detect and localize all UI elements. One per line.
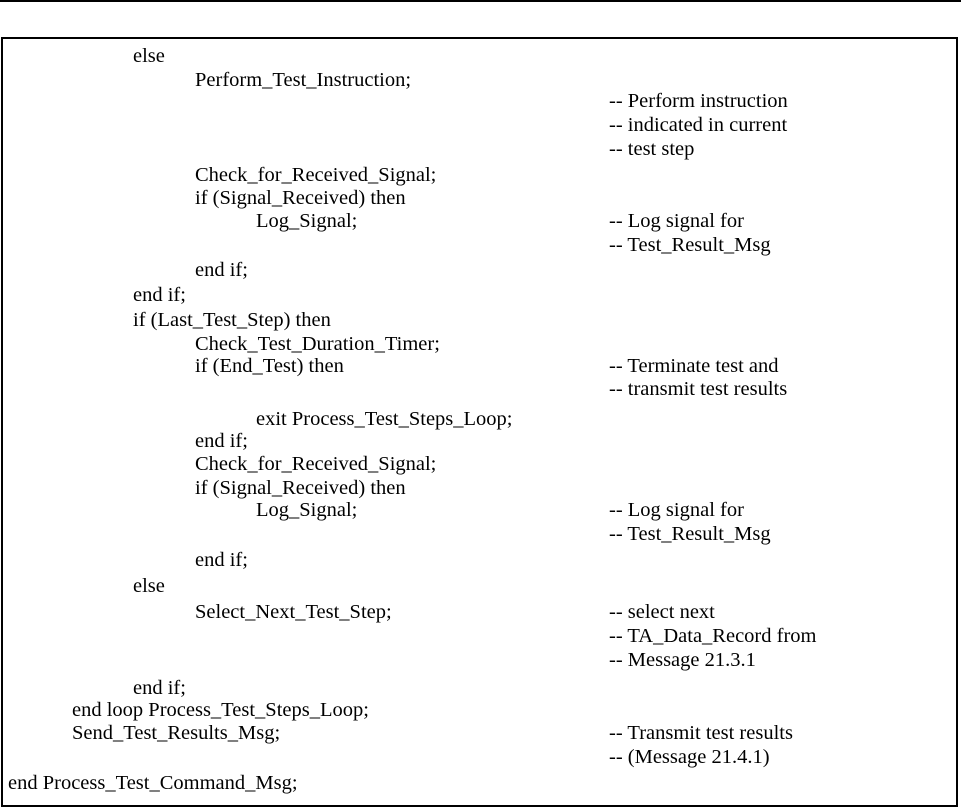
code-line: Log_Signal; bbox=[256, 210, 358, 232]
code-line: Check_for_Received_Signal; bbox=[195, 164, 437, 186]
code-comment: -- select next bbox=[609, 601, 715, 623]
code-line: exit Process_Test_Steps_Loop; bbox=[256, 408, 513, 430]
code-line: Send_Test_Results_Msg; bbox=[72, 722, 281, 744]
code-line: Perform_Test_Instruction; bbox=[195, 69, 412, 91]
code-comment: -- test step bbox=[609, 138, 695, 160]
code-line: end if; bbox=[195, 259, 248, 281]
code-comment: -- Terminate test and bbox=[609, 355, 779, 377]
code-line: Check_for_Received_Signal; bbox=[195, 453, 437, 475]
code-comment: -- Test_Result_Msg bbox=[609, 234, 771, 256]
code-comment: -- TA_Data_Record from bbox=[609, 625, 817, 647]
code-line: Select_Next_Test_Step; bbox=[195, 601, 392, 623]
code-line: end if; bbox=[195, 549, 248, 571]
code-comment: -- Perform instruction bbox=[609, 90, 788, 112]
code-line: end if; bbox=[195, 430, 248, 452]
code-line: if (Signal_Received) then bbox=[195, 477, 406, 499]
code-comment: -- indicated in current bbox=[609, 114, 788, 136]
code-line: Check_Test_Duration_Timer; bbox=[195, 333, 440, 355]
code-comment: -- Test_Result_Msg bbox=[609, 523, 771, 545]
code-line: if (Signal_Received) then bbox=[195, 187, 406, 209]
code-line: Log_Signal; bbox=[256, 499, 358, 521]
code-line: end loop Process_Test_Steps_Loop; bbox=[72, 699, 369, 721]
code-line: if (Last_Test_Step) then bbox=[133, 309, 331, 331]
code-line: end if; bbox=[133, 677, 186, 699]
code-comment: -- Log signal for bbox=[609, 499, 744, 521]
code-comment: -- transmit test results bbox=[609, 378, 788, 400]
code-comment: -- (Message 21.4.1) bbox=[609, 746, 770, 768]
code-line: end if; bbox=[133, 284, 186, 306]
code-comment: -- Log signal for bbox=[609, 210, 744, 232]
code-line: else bbox=[133, 575, 165, 597]
code-comment: -- Message 21.3.1 bbox=[609, 649, 756, 671]
code-comment: -- Transmit test results bbox=[609, 722, 793, 744]
code-line: end Process_Test_Command_Msg; bbox=[8, 772, 298, 794]
code-line: else bbox=[133, 45, 165, 67]
code-line: if (End_Test) then bbox=[195, 355, 344, 377]
top-rule bbox=[0, 0, 961, 2]
